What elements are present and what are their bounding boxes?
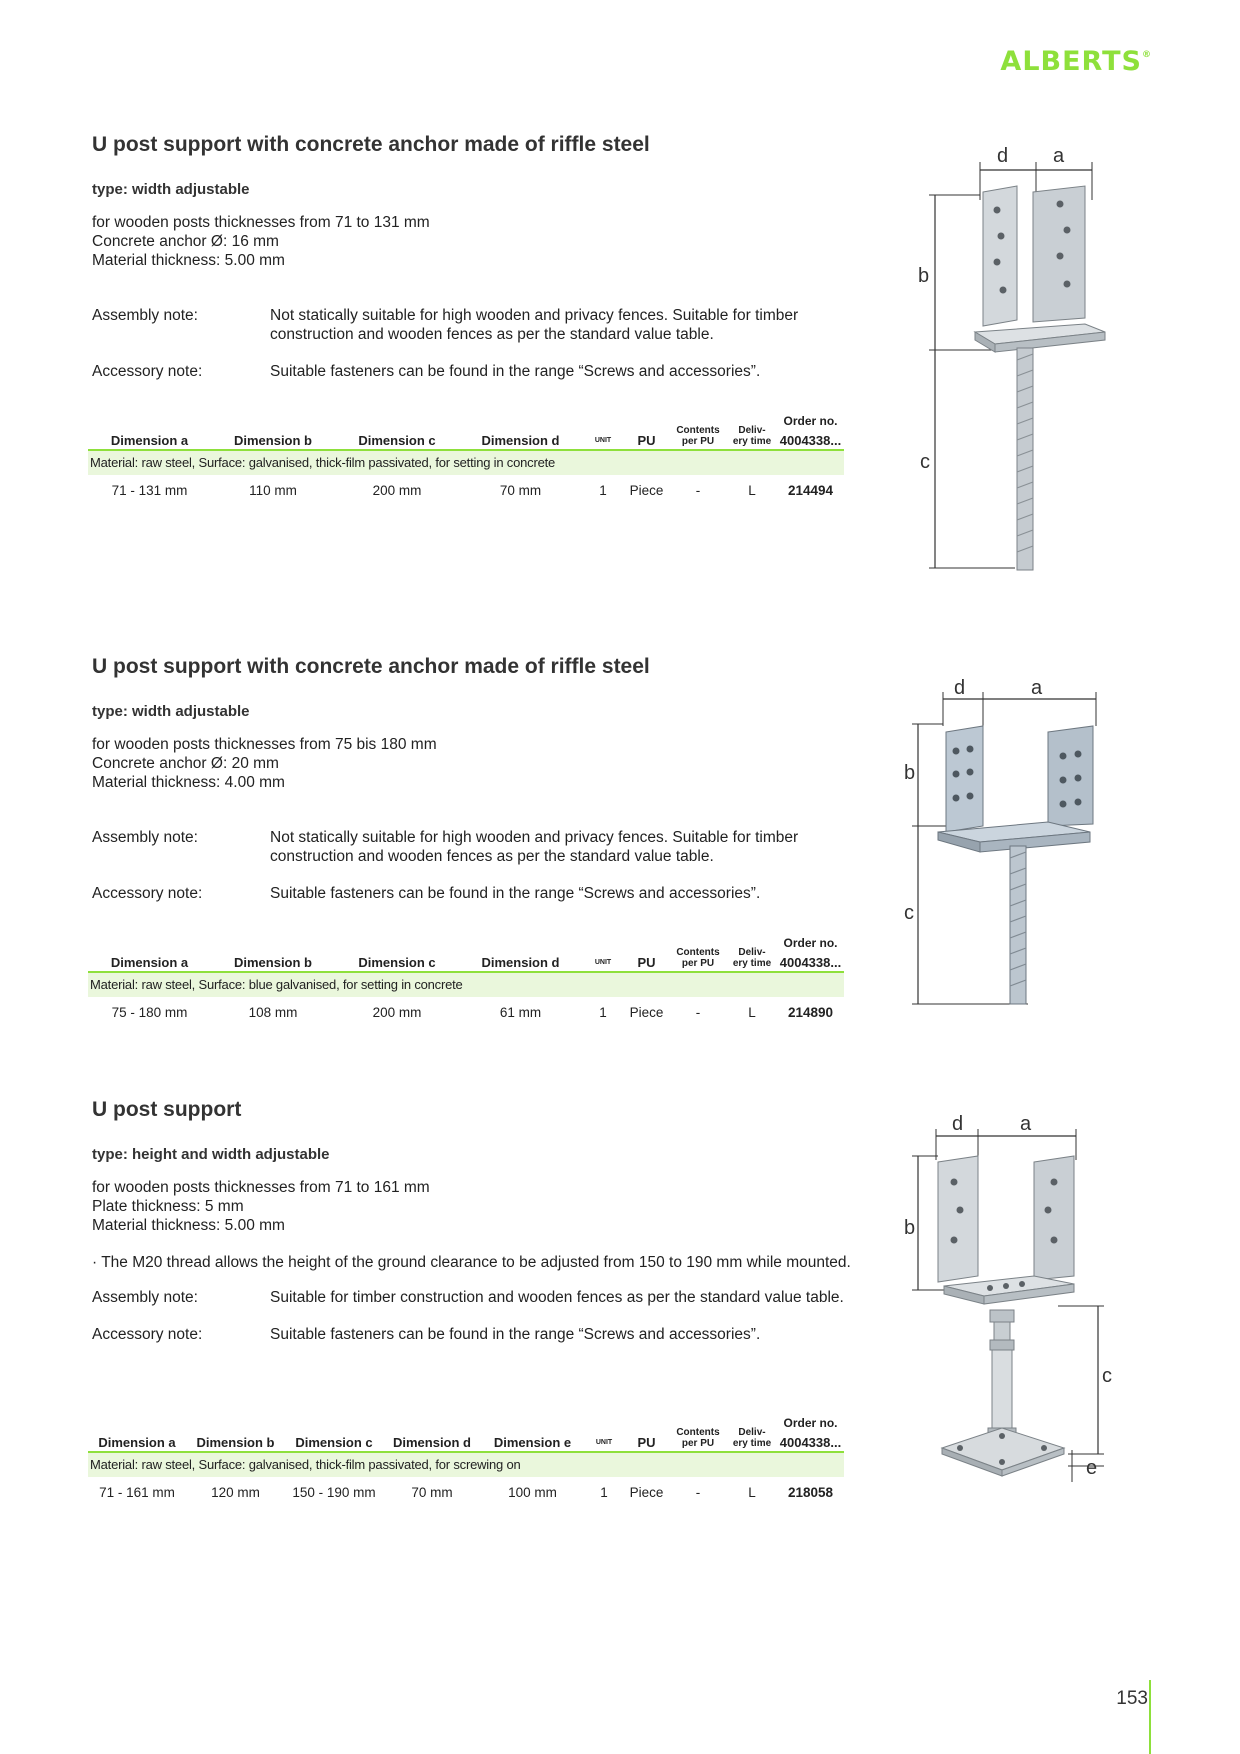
cell-pu: Piece — [629, 483, 664, 498]
cell-order-number: 218058 — [787, 1485, 834, 1500]
header-dimension-e: Dimension e — [481, 1417, 584, 1452]
assembly-note-text: Not statically suitable for high wooden and privacy fences. Suitable for timber construction and wooden fences as per the standard value table. — [270, 307, 799, 343]
cell-dimension-e: 100 mm — [508, 1485, 557, 1500]
cell-unit: 1 — [600, 1485, 608, 1500]
cell-dimension-b: 108 mm — [248, 1005, 298, 1020]
rebar-anchor — [1017, 348, 1033, 570]
assembly-note-label: Assembly note: — [92, 1289, 198, 1306]
cell-delivery: L — [748, 483, 756, 498]
accessory-note-label: Accessory note: — [92, 885, 203, 902]
header-contents-line1: Contents — [676, 425, 720, 436]
header-delivery — [727, 415, 777, 450]
product-figure-3 — [898, 1110, 1118, 1490]
registered-mark: ® — [1142, 50, 1152, 60]
product-figure-1 — [905, 140, 1115, 580]
header-delivery-line1: Deliv- — [738, 1427, 766, 1438]
cell-dimension-d: 61 mm — [499, 1005, 542, 1020]
header-contents — [669, 937, 727, 972]
header-dimension-b: Dimension b — [211, 937, 335, 972]
spec-line: for wooden posts thicknesses from 75 bis 180 mm — [92, 736, 437, 753]
dim-label-b: b — [904, 762, 916, 784]
cell-delivery: L — [748, 1485, 756, 1500]
dim-label-b: b — [904, 1217, 916, 1239]
header-pu: PU — [624, 415, 669, 450]
header-dimension-d: Dimension d — [383, 1417, 481, 1452]
cell-dimension-d: 70 mm — [499, 483, 542, 498]
header-order — [777, 937, 844, 972]
header-delivery-line2: ery time — [732, 958, 772, 969]
header-order-line2: 4004338... — [779, 955, 842, 970]
header-dimension-a: Dimension a — [88, 415, 211, 450]
assembly-note — [92, 828, 852, 866]
header-order — [777, 415, 844, 450]
product-specs — [92, 1178, 852, 1235]
product-specs — [92, 735, 852, 792]
cell-dimension-c: 150 - 190 mm — [292, 1485, 376, 1500]
header-dimension-b: Dimension b — [186, 1417, 285, 1452]
feature-bullet: · The M20 thread allows the height of the ground clearance to be adjusted from 150 to 190 mm while mounted. — [92, 1254, 851, 1271]
cell-dimension-a: 71 - 161 mm — [99, 1485, 175, 1500]
accessory-note-label: Accessory note: — [92, 363, 203, 380]
header-order-line1: Order no. — [783, 1416, 838, 1430]
header-dimension-a: Dimension a — [88, 937, 211, 972]
header-dimension-c: Dimension c — [335, 415, 459, 450]
header-contents-line2: per PU — [681, 436, 715, 447]
threaded-stem — [988, 1310, 1016, 1438]
accessory-note-text: Suitable fasteners can be found in the range “Screws and accessories”. — [270, 885, 761, 902]
header-contents — [669, 415, 727, 450]
product-section-1 — [92, 133, 852, 381]
table-header-row — [88, 415, 844, 450]
header-pu: PU — [624, 1417, 669, 1452]
header-delivery-line2: ery time — [732, 1438, 772, 1449]
header-delivery-line1: Deliv- — [738, 947, 766, 958]
dim-label-d: d — [997, 145, 1009, 167]
dim-label-d: d — [952, 1113, 964, 1135]
table-row — [88, 1477, 844, 1500]
dim-label-a: a — [1053, 145, 1065, 167]
assembly-note-text: Not statically suitable for high wooden and privacy fences. Suitable for timber construction and wooden fences as per the standard value table. — [270, 829, 799, 865]
u-bracket — [975, 186, 1105, 352]
cell-delivery: L — [748, 1005, 756, 1020]
table-row — [88, 997, 844, 1020]
brand-logo-text: ALBERTS — [1000, 46, 1142, 77]
header-contents — [669, 1417, 727, 1452]
header-unit: UNIT — [582, 937, 624, 972]
cell-dimension-b: 120 mm — [211, 1485, 260, 1500]
cell-contents: - — [695, 1485, 701, 1500]
header-delivery — [727, 937, 777, 972]
header-contents-line1: Contents — [676, 947, 720, 958]
header-order-line2: 4004338... — [779, 433, 842, 448]
header-order-line1: Order no. — [783, 936, 838, 950]
product-type: type: width adjustable — [92, 181, 250, 198]
spec-line: for wooden posts thicknesses from 71 to 131 mm — [92, 214, 430, 231]
header-order-line1: Order no. — [783, 414, 838, 428]
header-contents-line1: Contents — [676, 1427, 720, 1438]
spec-line: Material thickness: 5.00 mm — [92, 252, 285, 269]
cell-contents: - — [695, 483, 701, 498]
cell-order-number: 214494 — [787, 483, 834, 498]
product-figure-2 — [898, 676, 1116, 1016]
product-specs — [92, 213, 852, 270]
cell-dimension-a: 71 - 131 mm — [111, 483, 188, 498]
header-order-line2: 4004338... — [779, 1435, 842, 1450]
header-delivery-line1: Deliv- — [738, 425, 766, 436]
cell-pu: Piece — [629, 1005, 664, 1020]
accessory-note-label: Accessory note: — [92, 1326, 203, 1343]
spec-table-3 — [88, 1417, 844, 1500]
cell-pu: Piece — [629, 1485, 664, 1500]
material-row — [88, 972, 844, 997]
header-delivery — [727, 1417, 777, 1452]
cell-dimension-a: 75 - 180 mm — [111, 1005, 188, 1020]
cell-dimension-c: 200 mm — [372, 483, 422, 498]
header-delivery-line2: ery time — [732, 436, 772, 447]
cell-dimension-b: 110 mm — [249, 483, 297, 498]
header-dimension-c: Dimension c — [335, 937, 459, 972]
material-row — [88, 450, 844, 475]
spec-line: Plate thickness: 5 mm — [92, 1198, 244, 1215]
header-dimension-a: Dimension a — [88, 1417, 186, 1452]
brand-logo — [1000, 46, 1152, 77]
dim-label-c: c — [904, 902, 914, 924]
accessory-note — [92, 884, 852, 903]
material-text: Material: raw steel, Surface: galvanised, thick-film passivated, for setting in concrete — [88, 450, 844, 475]
feature-bullet-text: The M20 thread allows the height of the ground clearance to be adjusted from 150 to 190 mm while mounted. — [101, 1254, 851, 1271]
u-bracket — [938, 1156, 1074, 1304]
dim-label-a: a — [1020, 1113, 1032, 1135]
dim-label-c: c — [920, 451, 930, 473]
header-contents-line2: per PU — [681, 958, 715, 969]
cell-unit: 1 — [599, 1005, 607, 1020]
product-type: type: height and width adjustable — [92, 1146, 330, 1163]
accessory-note — [92, 1325, 852, 1344]
assembly-note — [92, 1288, 852, 1307]
spec-line: Material thickness: 4.00 mm — [92, 774, 285, 791]
cell-dimension-d: 70 mm — [411, 1485, 453, 1500]
cell-dimension-c: 200 mm — [372, 1005, 422, 1020]
accessory-note-text: Suitable fasteners can be found in the range “Screws and accessories”. — [270, 1326, 761, 1343]
header-dimension-c: Dimension c — [285, 1417, 383, 1452]
table-header-row — [88, 937, 844, 972]
material-text: Material: raw steel, Surface: blue galvanised, for setting in concrete — [88, 972, 844, 997]
assembly-note — [92, 306, 852, 344]
cell-unit: 1 — [599, 483, 607, 498]
dim-label-a: a — [1031, 677, 1043, 699]
rebar-anchor — [1010, 846, 1026, 1004]
spec-table-2 — [88, 937, 844, 1020]
spec-line: for wooden posts thicknesses from 71 to 161 mm — [92, 1179, 430, 1196]
material-row — [88, 1452, 844, 1477]
cell-contents: - — [695, 1005, 701, 1020]
spec-table-1 — [88, 415, 844, 498]
assembly-note-label: Assembly note: — [92, 307, 198, 324]
cell-order-number: 214890 — [787, 1005, 834, 1020]
spec-line: Concrete anchor Ø: 16 mm — [92, 233, 279, 250]
page-number-bar — [1149, 1680, 1151, 1754]
material-text: Material: raw steel, Surface: galvanised, thick-film passivated, for screwing on — [88, 1452, 844, 1477]
assembly-note-text: Suitable for timber construction and wooden fences as per the standard value table. — [270, 1289, 844, 1306]
header-dimension-b: Dimension b — [211, 415, 335, 450]
u-bracket — [938, 726, 1093, 852]
header-pu: PU — [624, 937, 669, 972]
product-title: U post support — [92, 1098, 242, 1121]
header-order — [777, 1417, 844, 1452]
header-contents-line2: per PU — [681, 1438, 715, 1449]
dim-label-e: e — [1086, 1457, 1098, 1479]
spec-line: Material thickness: 5.00 mm — [92, 1217, 285, 1234]
dim-label-c: c — [1102, 1365, 1112, 1387]
header-dimension-d: Dimension d — [459, 415, 582, 450]
product-section-2 — [92, 655, 852, 903]
assembly-note-label: Assembly note: — [92, 829, 198, 846]
page-number: 153 — [1116, 1688, 1148, 1709]
product-title: U post support with concrete anchor made of riffle steel — [92, 655, 650, 678]
header-dimension-d: Dimension d — [459, 937, 582, 972]
spec-line: Concrete anchor Ø: 20 mm — [92, 755, 279, 772]
accessory-note — [92, 362, 852, 381]
product-type: type: width adjustable — [92, 703, 250, 720]
header-unit: UNIT — [584, 1417, 624, 1452]
table-header-row — [88, 1417, 844, 1452]
product-section-3 — [92, 1098, 852, 1344]
dim-label-b: b — [918, 265, 930, 287]
table-row — [88, 475, 844, 498]
accessory-note-text: Suitable fasteners can be found in the range “Screws and accessories”. — [270, 363, 761, 380]
header-unit: UNIT — [582, 415, 624, 450]
base-plate — [942, 1428, 1064, 1476]
product-title: U post support with concrete anchor made of riffle steel — [92, 133, 650, 156]
dim-label-d: d — [954, 677, 966, 699]
